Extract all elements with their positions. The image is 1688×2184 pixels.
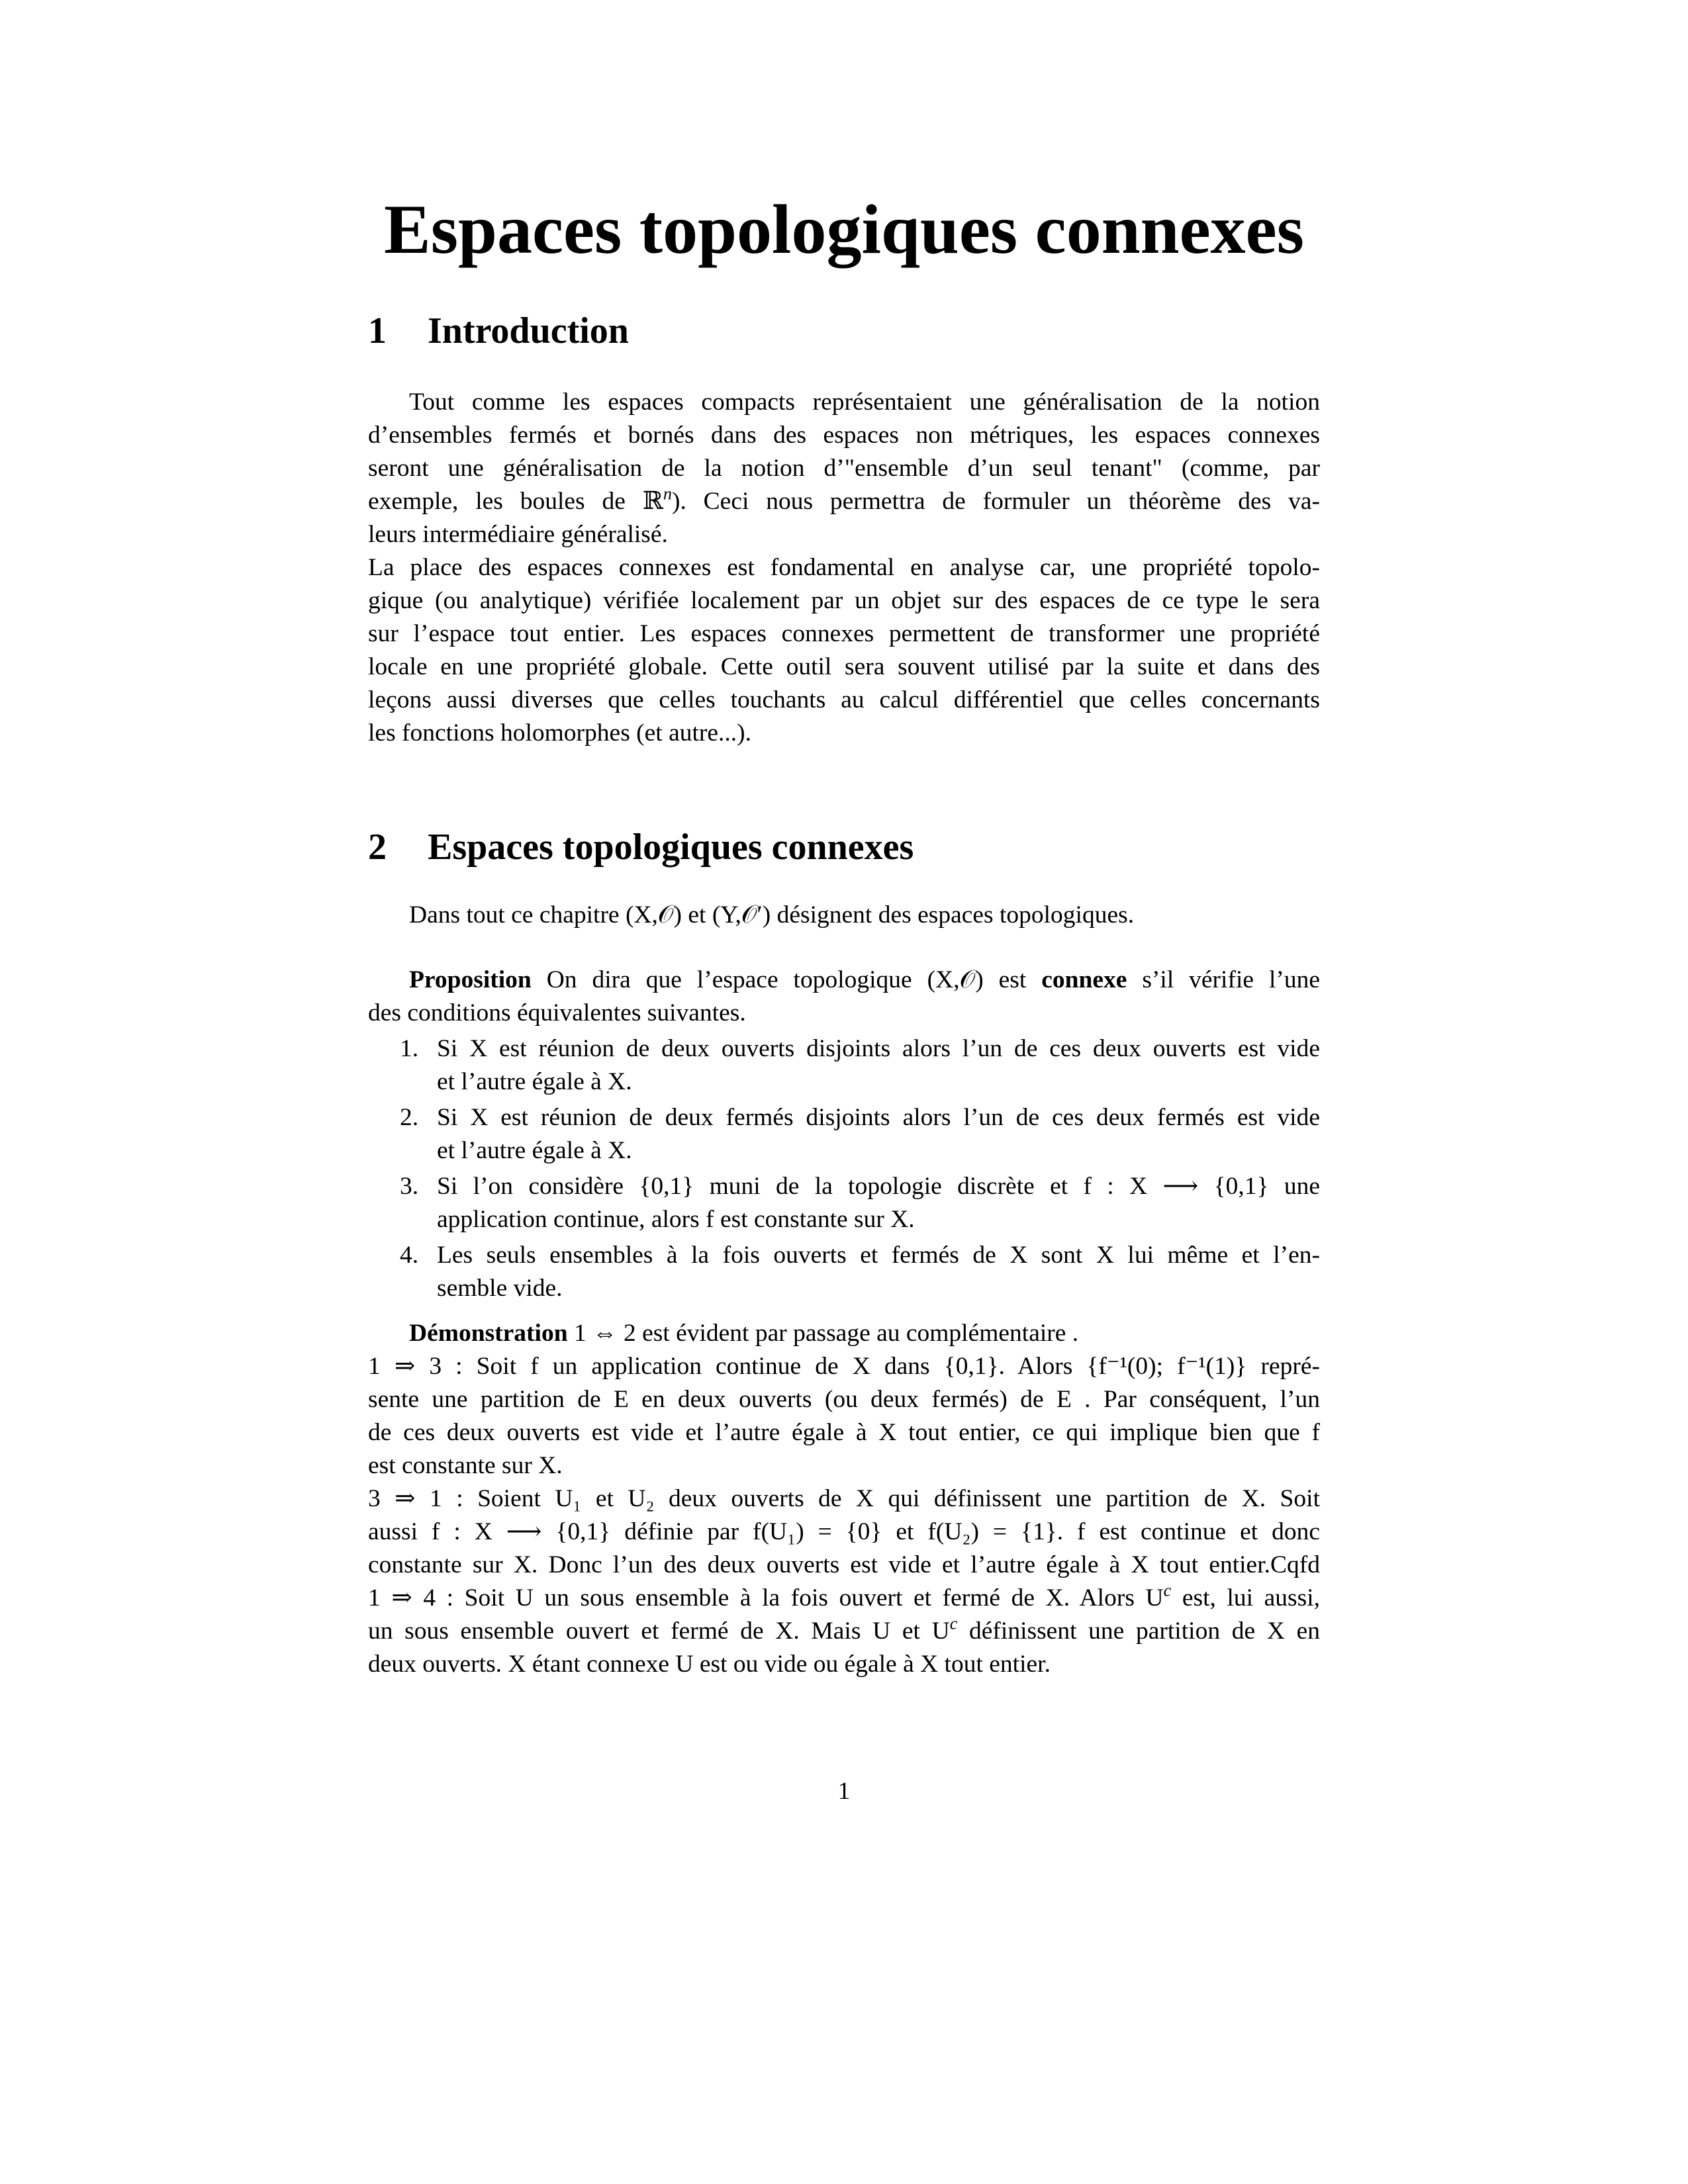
- proposition-label: Proposition: [409, 966, 532, 993]
- text-line: 1 ⇒ 4 : Soit U un sous ensemble à la fois ouvert et fermé de X. Alors $U^c$ est, lui aussi,: [368, 1580, 1320, 1612]
- text-line: 1 ⇒ 3 : Soit f un application continue de X dans {0,1}. Alors {f⁻¹(0); f⁻¹(1)} repré-: [368, 1353, 1320, 1380]
- text-line: Démonstration 1 ⇔ 2 est évident par passage au complémentaire .: [409, 1320, 1079, 1347]
- text-line: 3 ⇒ 1 : Soient U₁ et U₂ deux ouverts de X qui définissent une partition de X. Soit: [368, 1485, 1320, 1512]
- superscript: c: [949, 1614, 958, 1633]
- demonstration-label: Démonstration: [409, 1320, 568, 1347]
- text-line: Proposition On dira que l’espace topologique (X,𝒪) est connexe s’il vérifie l’une: [409, 966, 1321, 993]
- text-line: leurs intermédiaire généralisé.: [368, 521, 668, 548]
- text-line: semble vide.: [437, 1275, 563, 1302]
- text-line: exemple, les boules de ℝ$^n$). Ceci nous permettra de formuler un théorème des va-: [368, 484, 1320, 515]
- superscript: c: [1163, 1580, 1172, 1600]
- text-line: constante sur X. Donc l’un des deux ouverts est vide et l’autre égale à X tout entier.Cqfd: [368, 1551, 1320, 1578]
- section-heading-introduction: [368, 308, 629, 354]
- text-line: gique (ou analytique) vérifiée localement par un objet sur des espaces de ce type le sera: [368, 587, 1320, 614]
- text-line: sur l’espace tout entier. Les espaces connexes permettent de transformer une propriété: [368, 620, 1320, 647]
- text-line: Si X est réunion de deux fermés disjoints alors l’un de ces deux fermés est vide: [437, 1104, 1320, 1131]
- section-heading-connected-spaces: [368, 824, 914, 870]
- text-line: sente une partition de E en deux ouverts (ou deux fermés) de E . Par conséquent, l’un: [368, 1386, 1320, 1413]
- superscript: n: [663, 484, 672, 504]
- text-line: Si X est réunion de deux ouverts disjoints alors l’un de ces deux ouverts est vide: [437, 1035, 1320, 1062]
- list-marker: 1.: [400, 1035, 419, 1062]
- list-item: [368, 1239, 1320, 1305]
- section-title: Espaces topologiques connexes: [428, 827, 914, 868]
- list-item: [368, 1170, 1320, 1236]
- text-line: et l’autre égale à X.: [437, 1068, 632, 1095]
- text-line: des conditions équivalentes suivantes.: [368, 999, 746, 1026]
- section-number: 2: [368, 827, 387, 868]
- text-line: Tout comme les espaces compacts représentaient une généralisation de la notion: [409, 388, 1320, 416]
- chapter-intro: [368, 899, 1320, 932]
- list-marker: 2.: [400, 1104, 419, 1131]
- text-line: seront une généralisation de la notion d’"ensemble d’un seul tenant" (comme, par: [368, 455, 1320, 482]
- text-line: La place des espaces connexes est fondamental en analyse car, une propriété topolo-: [368, 554, 1320, 581]
- text-line: locale en une propriété globale. Cette outil sera souvent utilisé par la suite et dans des: [368, 653, 1320, 680]
- conditions-list: [368, 1032, 1320, 1305]
- text-line: Dans tout ce chapitre (X,𝒪) et (Y,𝒪′) désignent des espaces topologiques.: [409, 901, 1135, 929]
- list-marker: 4.: [400, 1242, 419, 1269]
- section-title: Introduction: [428, 310, 629, 351]
- text-line: Les seuls ensembles à la fois ouverts et fermés de X sont X lui même et l’en-: [437, 1242, 1320, 1269]
- text-line: d’ensembles fermés et bornés dans des espaces non métriques, les espaces connexes: [368, 422, 1320, 449]
- text-line: application continue, alors f est constante sur X.: [437, 1206, 915, 1233]
- text-line: leçons aussi diverses que celles touchants au calcul différentiel que celles concernants: [368, 686, 1320, 713]
- text-line: est constante sur X.: [368, 1452, 563, 1479]
- keyword-connexe: connexe: [1041, 966, 1127, 993]
- text-line: et l’autre égale à X.: [437, 1137, 632, 1164]
- document-title: Espaces topologiques connexes: [384, 191, 1304, 268]
- list-item: [368, 1101, 1320, 1167]
- list-item: [368, 1032, 1320, 1099]
- introduction-paragraph: [368, 386, 1320, 750]
- text-line: aussi f : X ⟶ {0,1} définie par f(U₁) = {0} et f(U₂) = {1}. f est continue et donc: [368, 1518, 1320, 1545]
- text-line: les fonctions holomorphes (et autre...).: [368, 719, 752, 747]
- text-line: de ces deux ouverts est vide et l’autre égale à X tout entier, ce qui implique bien que f: [368, 1419, 1320, 1446]
- text-line: Si l’on considère {0,1} muni de la topologie discrète et f : X ⟶ {0,1} une: [437, 1173, 1320, 1200]
- text-line: un sous ensemble ouvert et fermé de X. Mais U et $U^c$ définissent une partition de X en: [368, 1614, 1320, 1645]
- section-number: 1: [368, 310, 387, 351]
- demonstration: [368, 1317, 1320, 1681]
- page-number: 1: [837, 1778, 851, 1805]
- list-marker: 3.: [400, 1173, 419, 1200]
- text-line: deux ouverts. X étant connexe U est ou vide ou égale à X tout entier.: [368, 1651, 1051, 1678]
- proposition: [368, 964, 1320, 1030]
